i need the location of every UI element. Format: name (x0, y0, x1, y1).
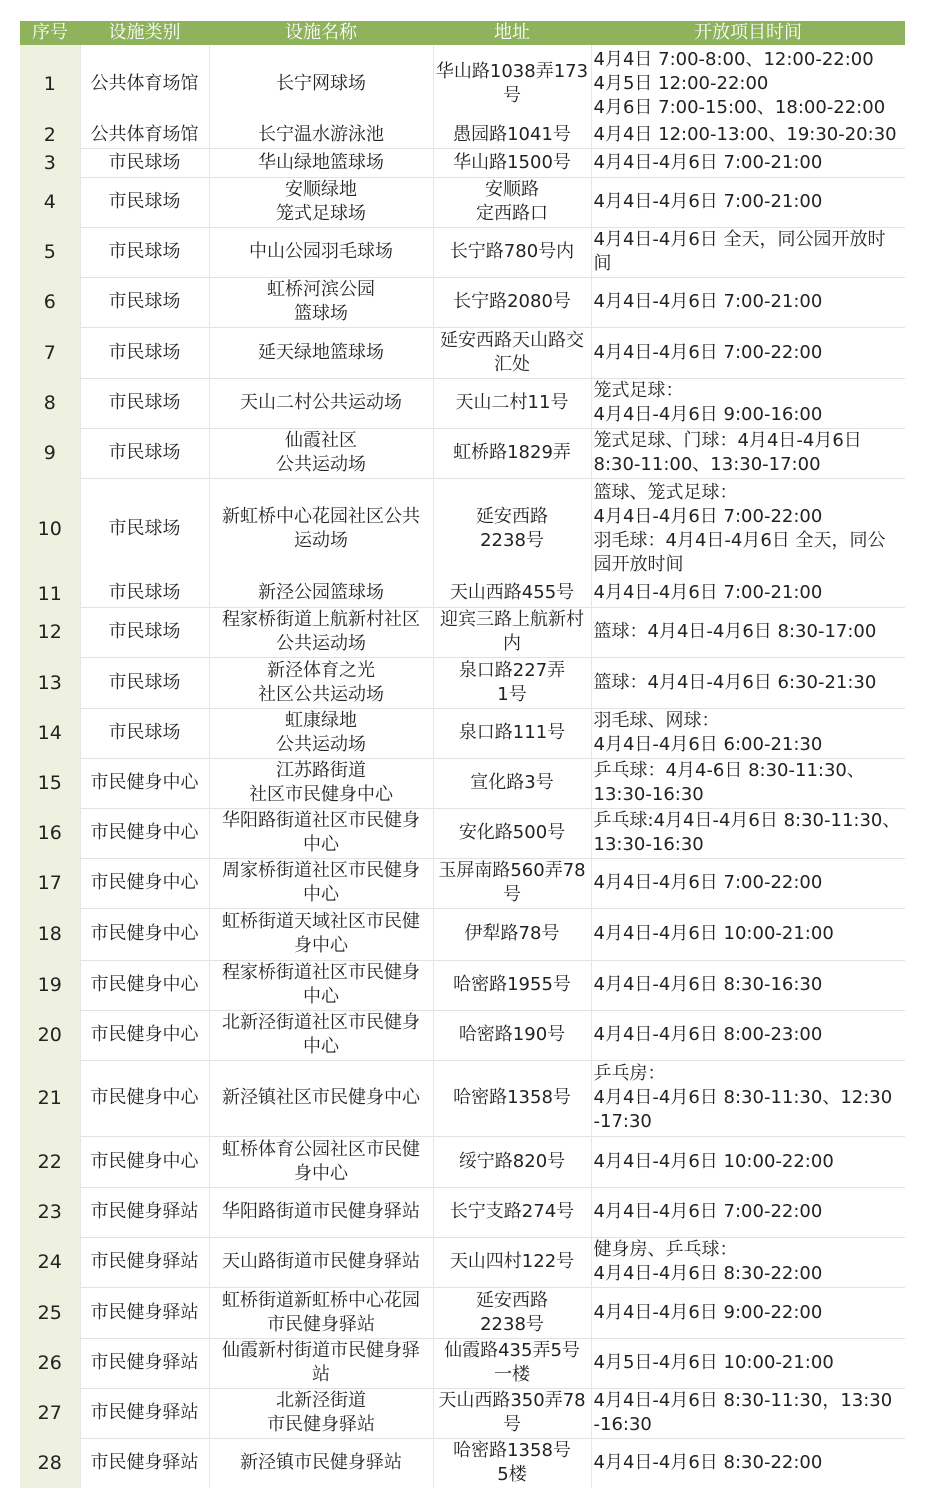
row-number: 4 (20, 177, 80, 227)
facility-type: 公共体育场馆 (80, 122, 209, 148)
open-time: 乒乓房： 4月4日-4月6日 8:30-11:30、12:30 -17:30 (591, 1060, 905, 1136)
table-header (20, 21, 905, 45)
facility-address: 安化路500号 (433, 808, 591, 858)
facility-name: 虹康绿地 公共运动场 (209, 708, 433, 758)
row-number: 19 (20, 960, 80, 1010)
facility-address: 天山四村122号 (433, 1237, 591, 1287)
facility-name: 华山绿地篮球场 (209, 148, 433, 177)
row-number: 16 (20, 808, 80, 858)
open-time: 4月4日-4月6日 8:30-16:30 (591, 960, 905, 1010)
facility-name: 中山公园羽毛球场 (209, 227, 433, 277)
facility-type: 市民健身中心 (80, 960, 209, 1010)
row-number: 1 (20, 45, 80, 122)
open-time: 4月4日-4月6日 10:00-21:00 (591, 908, 905, 960)
facility-address: 延安西路 2238号 (433, 478, 591, 580)
facility-type: 市民健身驿站 (80, 1287, 209, 1338)
facility-name: 新泾镇社区市民健身中心 (209, 1060, 433, 1136)
row-number: 18 (20, 908, 80, 960)
facility-address: 泉口路111号 (433, 708, 591, 758)
facility-name: 虹桥河滨公园 篮球场 (209, 277, 433, 327)
header-type: 设施类别 (80, 21, 209, 45)
table-row (20, 580, 905, 607)
facility-address: 宣化路3号 (433, 758, 591, 808)
facility-address: 华山路1038弄173 号 (433, 45, 591, 122)
open-time: 4月4日-4月6日 8:00-23:00 (591, 1010, 905, 1060)
row-number: 26 (20, 1338, 80, 1388)
facility-type: 市民健身驿站 (80, 1187, 209, 1237)
facility-type: 市民球场 (80, 428, 209, 478)
facility-address: 伊犁路78号 (433, 908, 591, 960)
facility-address: 华山路1500号 (433, 148, 591, 177)
facility-type: 市民健身中心 (80, 858, 209, 908)
facility-name: 仙霞新村街道市民健身驿 站 (209, 1338, 433, 1388)
row-number: 11 (20, 580, 80, 607)
open-time: 4月4日-4月6日 10:00-22:00 (591, 1136, 905, 1187)
facility-table (20, 21, 905, 1488)
table-row (20, 227, 905, 277)
table-row (20, 858, 905, 908)
facility-type: 市民健身中心 (80, 1010, 209, 1060)
open-time: 4月4日-4月6日 7:00-21:00 (591, 177, 905, 227)
open-time: 4月4日-4月6日 7:00-22:00 (591, 858, 905, 908)
row-number: 27 (20, 1388, 80, 1438)
table-row (20, 1010, 905, 1060)
row-number: 12 (20, 607, 80, 657)
table-row (20, 1237, 905, 1287)
facility-name: 程家桥街道社区市民健身 中心 (209, 960, 433, 1010)
open-time: 4月4日 12:00-13:00、19:30-20:30 (591, 122, 905, 148)
header-name: 设施名称 (209, 21, 433, 45)
open-time: 4月4日 7:00-8:00、12:00-22:00 4月5日 12:00-22:00 4月6日 7:00-15:00、18:00-22:00 (591, 45, 905, 122)
table-row (20, 758, 905, 808)
facility-name: 程家桥街道上航新村社区 公共运动场 (209, 607, 433, 657)
facility-address: 仙霞路435弄5号 一楼 (433, 1338, 591, 1388)
facility-type: 市民球场 (80, 378, 209, 428)
table-row (20, 607, 905, 657)
table-row (20, 708, 905, 758)
facility-type: 市民球场 (80, 277, 209, 327)
row-number: 22 (20, 1136, 80, 1187)
row-number: 17 (20, 858, 80, 908)
open-time: 4月4日-4月6日 7:00-22:00 (591, 1187, 905, 1237)
facility-name: 新泾体育之光 社区公共运动场 (209, 657, 433, 708)
facility-type: 市民健身中心 (80, 908, 209, 960)
facility-address: 延安西路 2238号 (433, 1287, 591, 1338)
facility-address: 长宁路780号内 (433, 227, 591, 277)
row-number: 23 (20, 1187, 80, 1237)
facility-name: 北新泾街道社区市民健身 中心 (209, 1010, 433, 1060)
open-time: 羽毛球、网球： 4月4日-4月6日 6:00-21:30 (591, 708, 905, 758)
facility-type: 市民球场 (80, 657, 209, 708)
table-row (20, 808, 905, 858)
row-number: 14 (20, 708, 80, 758)
facility-address: 泉口路227弄 1号 (433, 657, 591, 708)
open-time: 健身房、乒乓球： 4月4日-4月6日 8:30-22:00 (591, 1237, 905, 1287)
facility-type: 市民球场 (80, 580, 209, 607)
facility-name: 虹桥体育公园社区市民健 身中心 (209, 1136, 433, 1187)
facility-address: 长宁支路274号 (433, 1187, 591, 1237)
header-no: 序号 (20, 21, 80, 45)
open-time: 4月5日-4月6日 10:00-21:00 (591, 1338, 905, 1388)
facility-address: 长宁路2080号 (433, 277, 591, 327)
facility-address: 玉屏南路560弄78 号 (433, 858, 591, 908)
facility-address: 天山西路350弄78 号 (433, 1388, 591, 1438)
open-time: 4月4日-4月6日 全天，同公园开放时 间 (591, 227, 905, 277)
facility-type: 市民健身驿站 (80, 1388, 209, 1438)
facility-address: 哈密路1358号 5楼 (433, 1438, 591, 1488)
table-row (20, 1187, 905, 1237)
table-row (20, 1388, 905, 1438)
facility-type: 市民健身中心 (80, 1136, 209, 1187)
table-row (20, 908, 905, 960)
header-address: 地址 (433, 21, 591, 45)
facility-address: 哈密路1358号 (433, 1060, 591, 1136)
table-row (20, 1287, 905, 1338)
open-time: 乒乓球：4月4-6日 8:30-11:30、 13:30-16:30 (591, 758, 905, 808)
open-time: 4月4日-4月6日 8:30-11:30，13:30 -16:30 (591, 1388, 905, 1438)
open-time: 4月4日-4月6日 7:00-21:00 (591, 277, 905, 327)
facility-name: 华阳路街道市民健身驿站 (209, 1187, 433, 1237)
facility-name: 安顺绿地 笼式足球场 (209, 177, 433, 227)
facility-type: 市民球场 (80, 148, 209, 177)
facility-name: 虹桥街道天域社区市民健 身中心 (209, 908, 433, 960)
facility-address: 迎宾三路上航新村 内 (433, 607, 591, 657)
open-time: 篮球、笼式足球： 4月4日-4月6日 7:00-22:00 羽毛球：4月4日-4月6日 全天，同公 园开放时间 (591, 478, 905, 580)
table-row (20, 122, 905, 148)
facility-type: 市民健身驿站 (80, 1338, 209, 1388)
open-time: 4月4日-4月6日 7:00-22:00 (591, 327, 905, 378)
row-number: 28 (20, 1438, 80, 1488)
table-row (20, 960, 905, 1010)
row-number: 5 (20, 227, 80, 277)
facility-name: 新泾公园篮球场 (209, 580, 433, 607)
row-number: 20 (20, 1010, 80, 1060)
open-time: 笼式足球、门球：4月4日-4月6日 8:30-11:00、13:30-17:00 (591, 428, 905, 478)
facility-type: 市民球场 (80, 478, 209, 580)
facility-address: 天山西路455号 (433, 580, 591, 607)
row-number: 25 (20, 1287, 80, 1338)
facility-address: 天山二村11号 (433, 378, 591, 428)
row-number: 3 (20, 148, 80, 177)
facility-name: 周家桥街道社区市民健身 中心 (209, 858, 433, 908)
row-number: 6 (20, 277, 80, 327)
open-time: 篮球：4月4日-4月6日 6:30-21:30 (591, 657, 905, 708)
facility-name: 长宁网球场 (209, 45, 433, 122)
facility-name: 新泾镇市民健身驿站 (209, 1438, 433, 1488)
header-time: 开放项目时间 (591, 21, 905, 45)
facility-type: 市民健身驿站 (80, 1438, 209, 1488)
row-number: 2 (20, 122, 80, 148)
facility-name: 仙霞社区 公共运动场 (209, 428, 433, 478)
facility-address: 绥宁路820号 (433, 1136, 591, 1187)
open-time: 4月4日-4月6日 7:00-21:00 (591, 580, 905, 607)
facility-type: 市民球场 (80, 327, 209, 378)
facility-name: 北新泾街道 市民健身驿站 (209, 1388, 433, 1438)
row-number: 9 (20, 428, 80, 478)
facility-name: 天山路街道市民健身驿站 (209, 1237, 433, 1287)
facility-type: 市民球场 (80, 227, 209, 277)
row-number: 24 (20, 1237, 80, 1287)
facility-address: 哈密路1955号 (433, 960, 591, 1010)
facility-name: 新虹桥中心花园社区公共 运动场 (209, 478, 433, 580)
facility-type: 公共体育场馆 (80, 45, 209, 122)
open-time: 笼式足球： 4月4日-4月6日 9:00-16:00 (591, 378, 905, 428)
open-time: 4月4日-4月6日 8:30-22:00 (591, 1438, 905, 1488)
facility-address: 延安西路天山路交 汇处 (433, 327, 591, 378)
facility-type: 市民球场 (80, 708, 209, 758)
facility-name: 长宁温水游泳池 (209, 122, 433, 148)
table-row (20, 1136, 905, 1187)
facility-name: 延天绿地篮球场 (209, 327, 433, 378)
table-row (20, 1060, 905, 1136)
table-row (20, 148, 905, 177)
facility-type: 市民球场 (80, 607, 209, 657)
facility-address: 哈密路190号 (433, 1010, 591, 1060)
open-time: 4月4日-4月6日 7:00-21:00 (591, 148, 905, 177)
table-row (20, 45, 905, 122)
facility-address: 虹桥路1829弄 (433, 428, 591, 478)
row-number: 8 (20, 378, 80, 428)
table-row (20, 478, 905, 580)
table-row (20, 277, 905, 327)
facility-type: 市民健身中心 (80, 1060, 209, 1136)
facility-name: 华阳路街道社区市民健身 中心 (209, 808, 433, 858)
facility-type: 市民健身中心 (80, 758, 209, 808)
open-time: 乒乓球:4月4日-4月6日 8:30-11:30、 13:30-16:30 (591, 808, 905, 858)
row-number: 7 (20, 327, 80, 378)
row-number: 10 (20, 478, 80, 580)
row-number: 15 (20, 758, 80, 808)
open-time: 4月4日-4月6日 9:00-22:00 (591, 1287, 905, 1338)
table-row (20, 327, 905, 378)
table-row (20, 378, 905, 428)
table-row (20, 657, 905, 708)
row-number: 13 (20, 657, 80, 708)
open-time: 篮球：4月4日-4月6日 8:30-17:00 (591, 607, 905, 657)
row-number: 21 (20, 1060, 80, 1136)
facility-address: 愚园路1041号 (433, 122, 591, 148)
table-row (20, 1438, 905, 1488)
facility-type: 市民健身中心 (80, 808, 209, 858)
table-row (20, 428, 905, 478)
table-row (20, 177, 905, 227)
table-row (20, 1338, 905, 1388)
facility-type: 市民球场 (80, 177, 209, 227)
facility-name: 江苏路街道 社区市民健身中心 (209, 758, 433, 808)
facility-type: 市民健身驿站 (80, 1237, 209, 1287)
facility-address: 安顺路 定西路口 (433, 177, 591, 227)
facility-name: 天山二村公共运动场 (209, 378, 433, 428)
facility-name: 虹桥街道新虹桥中心花园 市民健身驿站 (209, 1287, 433, 1338)
